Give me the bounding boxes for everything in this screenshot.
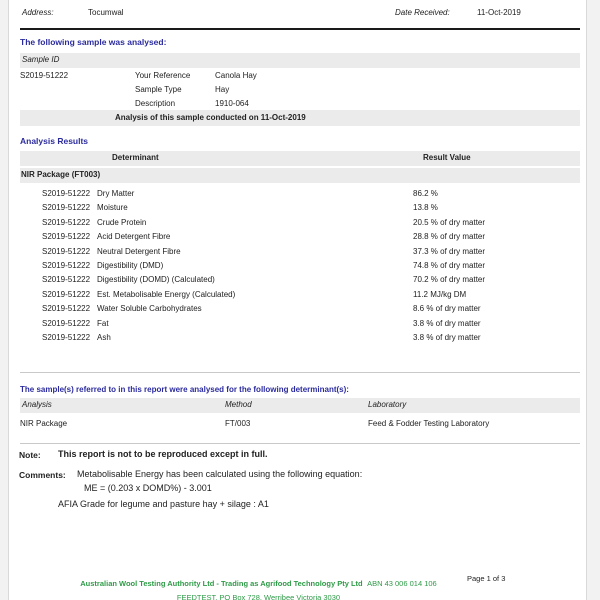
table-row: [0, 275, 600, 289]
group-header-text: NIR Package (FT003): [21, 170, 101, 179]
conducted-banner-text: Analysis of this sample conducted on 11-Oct-2019: [115, 113, 306, 122]
sample-id-cell: S2019-51222: [42, 203, 91, 213]
result-cell: 3.8 % of dry matter: [413, 318, 481, 328]
result-cell: 8.6 % of dry matter: [413, 304, 481, 314]
determinant-cell: Est. Metabolisable Energy (Calculated): [97, 289, 236, 299]
determinant-cell: Dry Matter: [97, 189, 135, 198]
result-cell: 70.2 % of dry matter: [413, 275, 486, 285]
results-header-bar: [20, 151, 580, 166]
column-header-analysis: Analysis: [22, 400, 52, 409]
field-value-your-reference: Canola Hay: [215, 71, 257, 80]
table-row: [0, 319, 600, 333]
sample-id-cell: S2019-51222: [42, 189, 91, 198]
result-cell: 20.5 % of dry matter: [413, 217, 486, 227]
address-value: Tocumwal: [88, 8, 124, 17]
footer-address-line: [0, 587, 517, 600]
column-header-determinant: Determinant: [112, 153, 159, 162]
page-indicator: Page 1 of 3: [467, 574, 506, 583]
address-label: Address:: [22, 8, 54, 17]
sample-id-cell: S2019-51222: [42, 217, 91, 227]
result-cell: 28.8 % of dry matter: [413, 232, 486, 242]
note-text: This report is not to be reproduced except in full.: [58, 449, 268, 459]
note-label: Note:: [19, 450, 41, 460]
sample-id-cell: S2019-51222: [42, 260, 91, 270]
sample-id-cell: S2019-51222: [42, 246, 91, 256]
conducted-banner-bar: [20, 110, 580, 126]
table-row: [0, 290, 600, 304]
determinant-cell: Fat: [97, 318, 109, 328]
column-header-laboratory: Laboratory: [368, 400, 407, 409]
result-cell: 37.3 % of dry matter: [413, 246, 486, 256]
table-row: [0, 304, 600, 318]
determinant-cell: Digestibility (DMD): [97, 260, 164, 270]
comments-line-2: ME = (0.203 x DOMD%) - 3.001: [84, 483, 212, 493]
laboratory-cell: Feed & Fodder Testing Laboratory: [368, 419, 490, 428]
section-heading-determinants: The sample(s) referred to in this report were analysed for the following determinant(s):: [20, 385, 349, 394]
sample-id-cell: S2019-51222: [42, 289, 91, 299]
field-value-description: 1910-064: [215, 99, 249, 108]
field-label-your-reference: Your Reference: [135, 71, 191, 80]
determinant-cell: Acid Detergent Fibre: [97, 232, 171, 242]
determinants-header-bar: [20, 398, 580, 413]
sample-id-header-bar: [20, 53, 580, 68]
header-divider: [20, 28, 580, 30]
date-received-value: 11-Oct-2019: [477, 8, 521, 17]
sample-id-cell: S2019-51222: [42, 332, 91, 342]
group-header-bar: [20, 168, 580, 183]
table-row: [0, 218, 600, 232]
table-row: [0, 261, 600, 275]
result-cell: 3.8 % of dry matter: [413, 332, 481, 342]
determinant-cell: Digestibility (DOMD) (Calculated): [97, 275, 215, 285]
sample-id-value: S2019-51222: [20, 71, 69, 80]
table-row: [0, 203, 600, 217]
table-row: [0, 232, 600, 246]
section-heading-sample: The following sample was analysed:: [20, 37, 167, 47]
determinant-cell: Neutral Detergent Fibre: [97, 246, 181, 256]
table-row: [0, 333, 600, 347]
footer-abn: ABN 43 006 014 106: [367, 579, 437, 588]
sample-id-header-label: Sample ID: [22, 55, 60, 64]
method-cell: FT/003: [225, 419, 251, 428]
footer-address: FEEDTEST, PO Box 728, Werribee Victoria 3030: [176, 593, 341, 600]
sample-id-cell: S2019-51222: [42, 275, 91, 285]
analysis-cell: NIR Package: [20, 419, 68, 428]
section-heading-results: Analysis Results: [20, 136, 89, 146]
section-divider-bottom: [20, 443, 580, 444]
determinant-cell: Moisture: [97, 203, 128, 213]
results-table: [0, 189, 600, 347]
sample-id-cell: S2019-51222: [42, 318, 91, 328]
sample-id-cell: S2019-51222: [42, 232, 91, 242]
table-row: [0, 189, 600, 203]
comments-label: Comments:: [19, 470, 66, 480]
column-header-result-value: Result Value: [423, 153, 471, 162]
result-cell: 13.8 %: [413, 203, 438, 213]
comments-line-1: Metabolisable Energy has been calculated using the following equation:: [77, 469, 363, 479]
date-received-label: Date Received:: [395, 8, 450, 17]
table-row: [0, 247, 600, 261]
column-header-method: Method: [225, 400, 252, 409]
comments-line-3: AFIA Grade for legume and pasture hay + silage : A1: [58, 499, 269, 509]
determinant-cell: Water Soluble Carbohydrates: [97, 304, 202, 314]
field-label-sample-type: Sample Type: [135, 85, 182, 94]
footer-company-name: Australian Wool Testing Authority Ltd - Trading as Agrifood Technology Pty Ltd: [80, 579, 363, 588]
determinant-cell: Ash: [97, 332, 111, 342]
result-cell: 74.8 % of dry matter: [413, 260, 486, 270]
field-value-sample-type: Hay: [215, 85, 230, 94]
section-divider-top: [20, 372, 580, 373]
sample-id-cell: S2019-51222: [42, 304, 91, 314]
field-label-description: Description: [135, 99, 176, 108]
determinant-cell: Crude Protein: [97, 217, 147, 227]
result-cell: 86.2 %: [413, 189, 438, 198]
result-cell: 11.2 MJ/kg DM: [413, 289, 467, 299]
